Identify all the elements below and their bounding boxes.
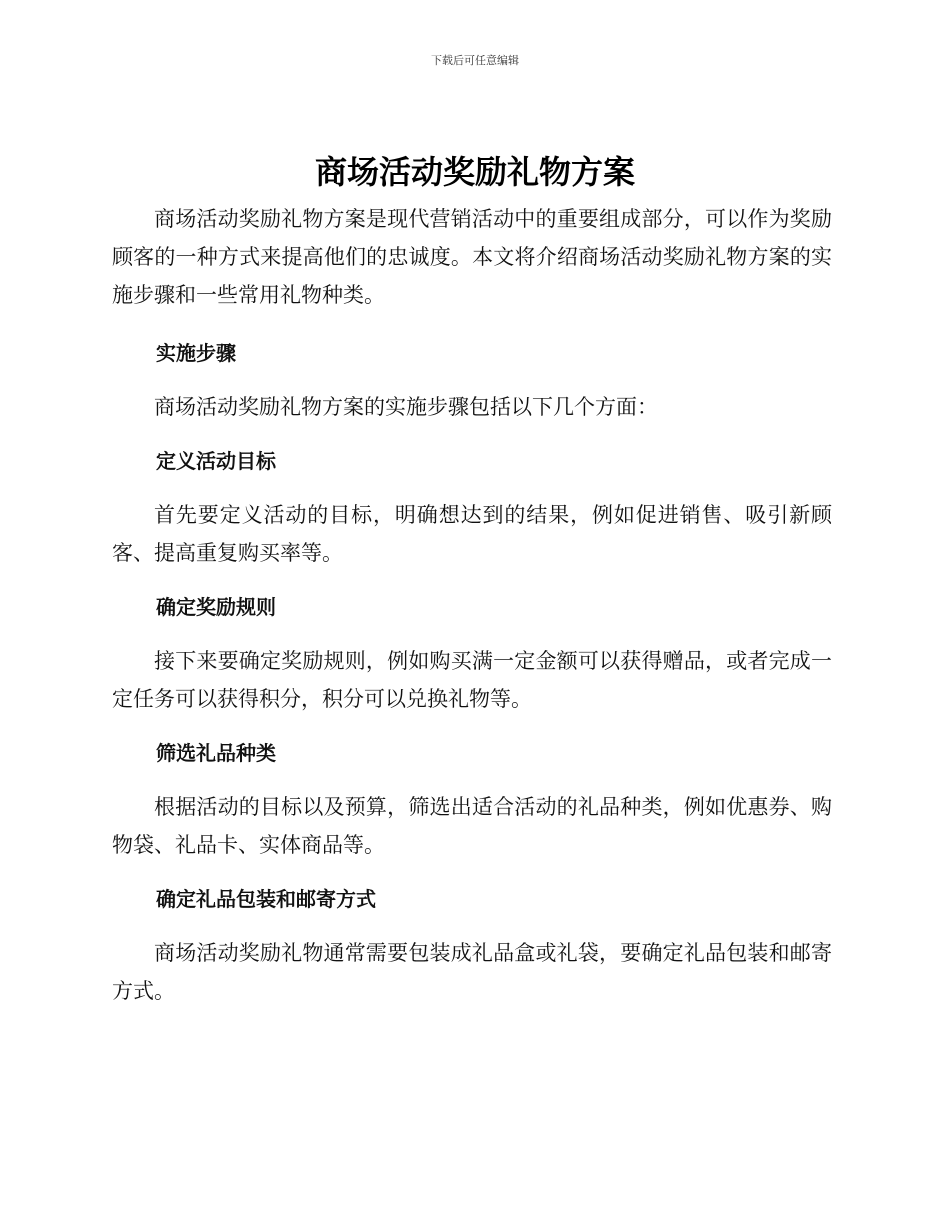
section-heading-reward-rules: 确定奖励规则 <box>156 595 276 619</box>
section-heading-gift-types: 筛选礼品种类 <box>156 741 276 765</box>
intro-paragraph: 商场活动奖励礼物方案是现代营销活动中的重要组成部分，可以作为奖励顾客的一种方式来提高他们的忠诚度。本文将介绍商场活动奖励礼物方案的实施步骤和一些常用礼物种类。 <box>112 207 832 307</box>
document-title: 商场活动奖励礼物方案 <box>314 153 635 191</box>
document-body <box>112 200 832 1010</box>
section-paragraph-gift-types: 根据活动的目标以及预算，筛选出适合活动的礼品种类，例如优惠券、购物袋、礼品卡、实体商品等。 <box>112 795 832 857</box>
section-heading-packaging-shipping: 确定礼品包装和邮寄方式 <box>156 887 376 911</box>
section-heading-define-goals: 定义活动目标 <box>156 449 276 473</box>
section-paragraph-reward-rules: 接下来要确定奖励规则，例如购买满一定金额可以获得赠品，或者完成一定任务可以获得积分，积分可以兑换礼物等。 <box>112 649 832 711</box>
section-paragraph-packaging-shipping: 商场活动奖励礼物通常需要包装成礼品盒或礼袋，要确定礼品包装和邮寄方式。 <box>112 941 832 1003</box>
header-note: 下载后可任意编辑 <box>431 54 519 67</box>
section-paragraph-implementation-steps: 商场活动奖励礼物方案的实施步骤包括以下几个方面： <box>154 395 658 419</box>
section-heading-implementation-steps: 实施步骤 <box>156 341 236 365</box>
section-paragraph-define-goals: 首先要定义活动的目标，明确想达到的结果，例如促进销售、吸引新顾客、提高重复购买率等。 <box>112 503 832 565</box>
